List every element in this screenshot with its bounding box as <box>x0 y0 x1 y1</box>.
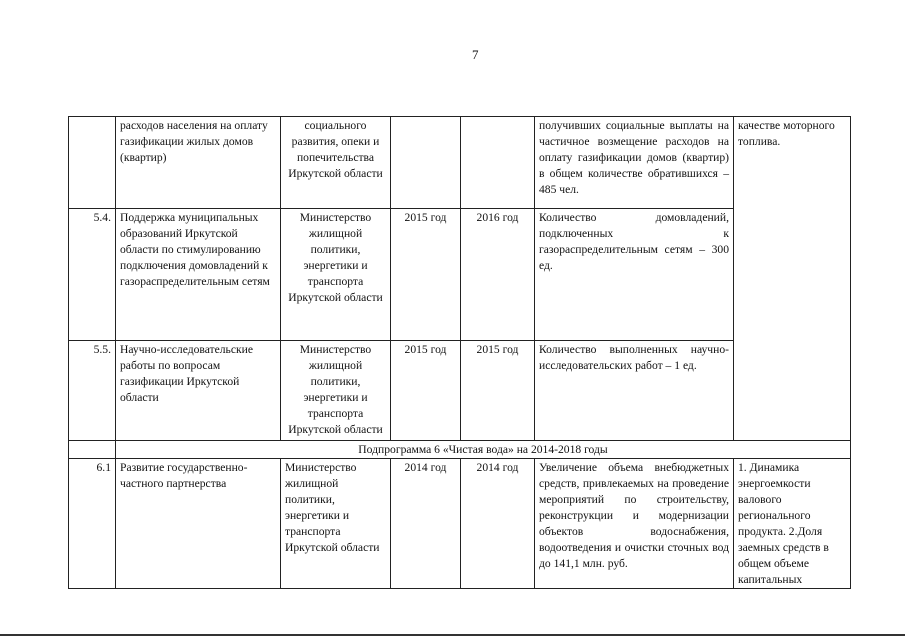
subprogram-spacer-cell <box>69 441 116 459</box>
row-number-cell: 6.1 <box>69 459 116 589</box>
table-row <box>69 459 851 589</box>
indicator-cell: получивших социальные выплаты на частичное возмещение расходов на оплату газификации домов (квартир) в общем количестве обратившихся – 485 чел. <box>535 117 734 209</box>
row-number-cell: 5.4. <box>69 209 116 341</box>
start-year-cell: 2015 год <box>391 209 461 341</box>
page-number: 7 <box>472 47 479 62</box>
table-row <box>69 209 851 341</box>
indicator-cell: Количество выполненных научно-исследовательских работ – 1 ед. <box>535 341 734 441</box>
executor-cell: Министерство жилищной политики, энергетики и транспорта Иркутской области <box>281 341 391 441</box>
indicator-cell: Количество домовладений, подключенных к газораспределительным сетям – 300 ед. <box>535 209 734 341</box>
activity-name-cell: Развитие государственно-частного партнерства <box>116 459 281 589</box>
end-year-cell: 2014 год <box>461 459 535 589</box>
target-indicator-cell: качестве моторного топлива. <box>734 117 851 441</box>
row-number-cell <box>69 117 116 209</box>
target-indicator-cell: 1. Динамика энергоемкости валового регионального продукта. 2.Доля заемных средств в общем объеме капитальных <box>734 459 851 589</box>
table-row <box>69 341 851 441</box>
table-row <box>69 117 851 209</box>
start-year-cell: 2014 год <box>391 459 461 589</box>
subprogram-title: Подпрограмма 6 «Чистая вода» на 2014-2018 годы <box>116 441 851 459</box>
executor-cell: Министерство жилищной политики, энергетики и транспорта Иркутской области <box>281 209 391 341</box>
indicator-cell: Увеличение объема внебюджетных средств, привлекаемых на проведение мероприятий по строительству, реконструкции и модернизации объектов водоснабжения, водоотведения и очистки сточных вод до 141,1 млн. руб. <box>535 459 734 589</box>
end-year-cell: 2015 год <box>461 341 535 441</box>
end-year-cell <box>461 117 535 209</box>
activity-name-cell: расходов населения на оплату газификации жилых домов (квартир) <box>116 117 281 209</box>
activity-name-cell: Поддержка муниципальных образований Иркутской области по стимулированию подключения домовладений к газораспределительным сетям <box>116 209 281 341</box>
subprogram-row <box>69 441 851 459</box>
row-number-cell: 5.5. <box>69 341 116 441</box>
program-table <box>68 116 851 589</box>
activity-name-cell: Научно-исследовательские работы по вопросам газификации Иркутской области <box>116 341 281 441</box>
end-year-cell: 2016 год <box>461 209 535 341</box>
executor-cell: Министерство жилищной политики, энергетики и транспорта Иркутской области <box>281 459 391 589</box>
start-year-cell: 2015 год <box>391 341 461 441</box>
executor-cell: социального развития, опеки и попечительства Иркутской области <box>281 117 391 209</box>
start-year-cell <box>391 117 461 209</box>
page-bottom-edge <box>0 634 905 636</box>
